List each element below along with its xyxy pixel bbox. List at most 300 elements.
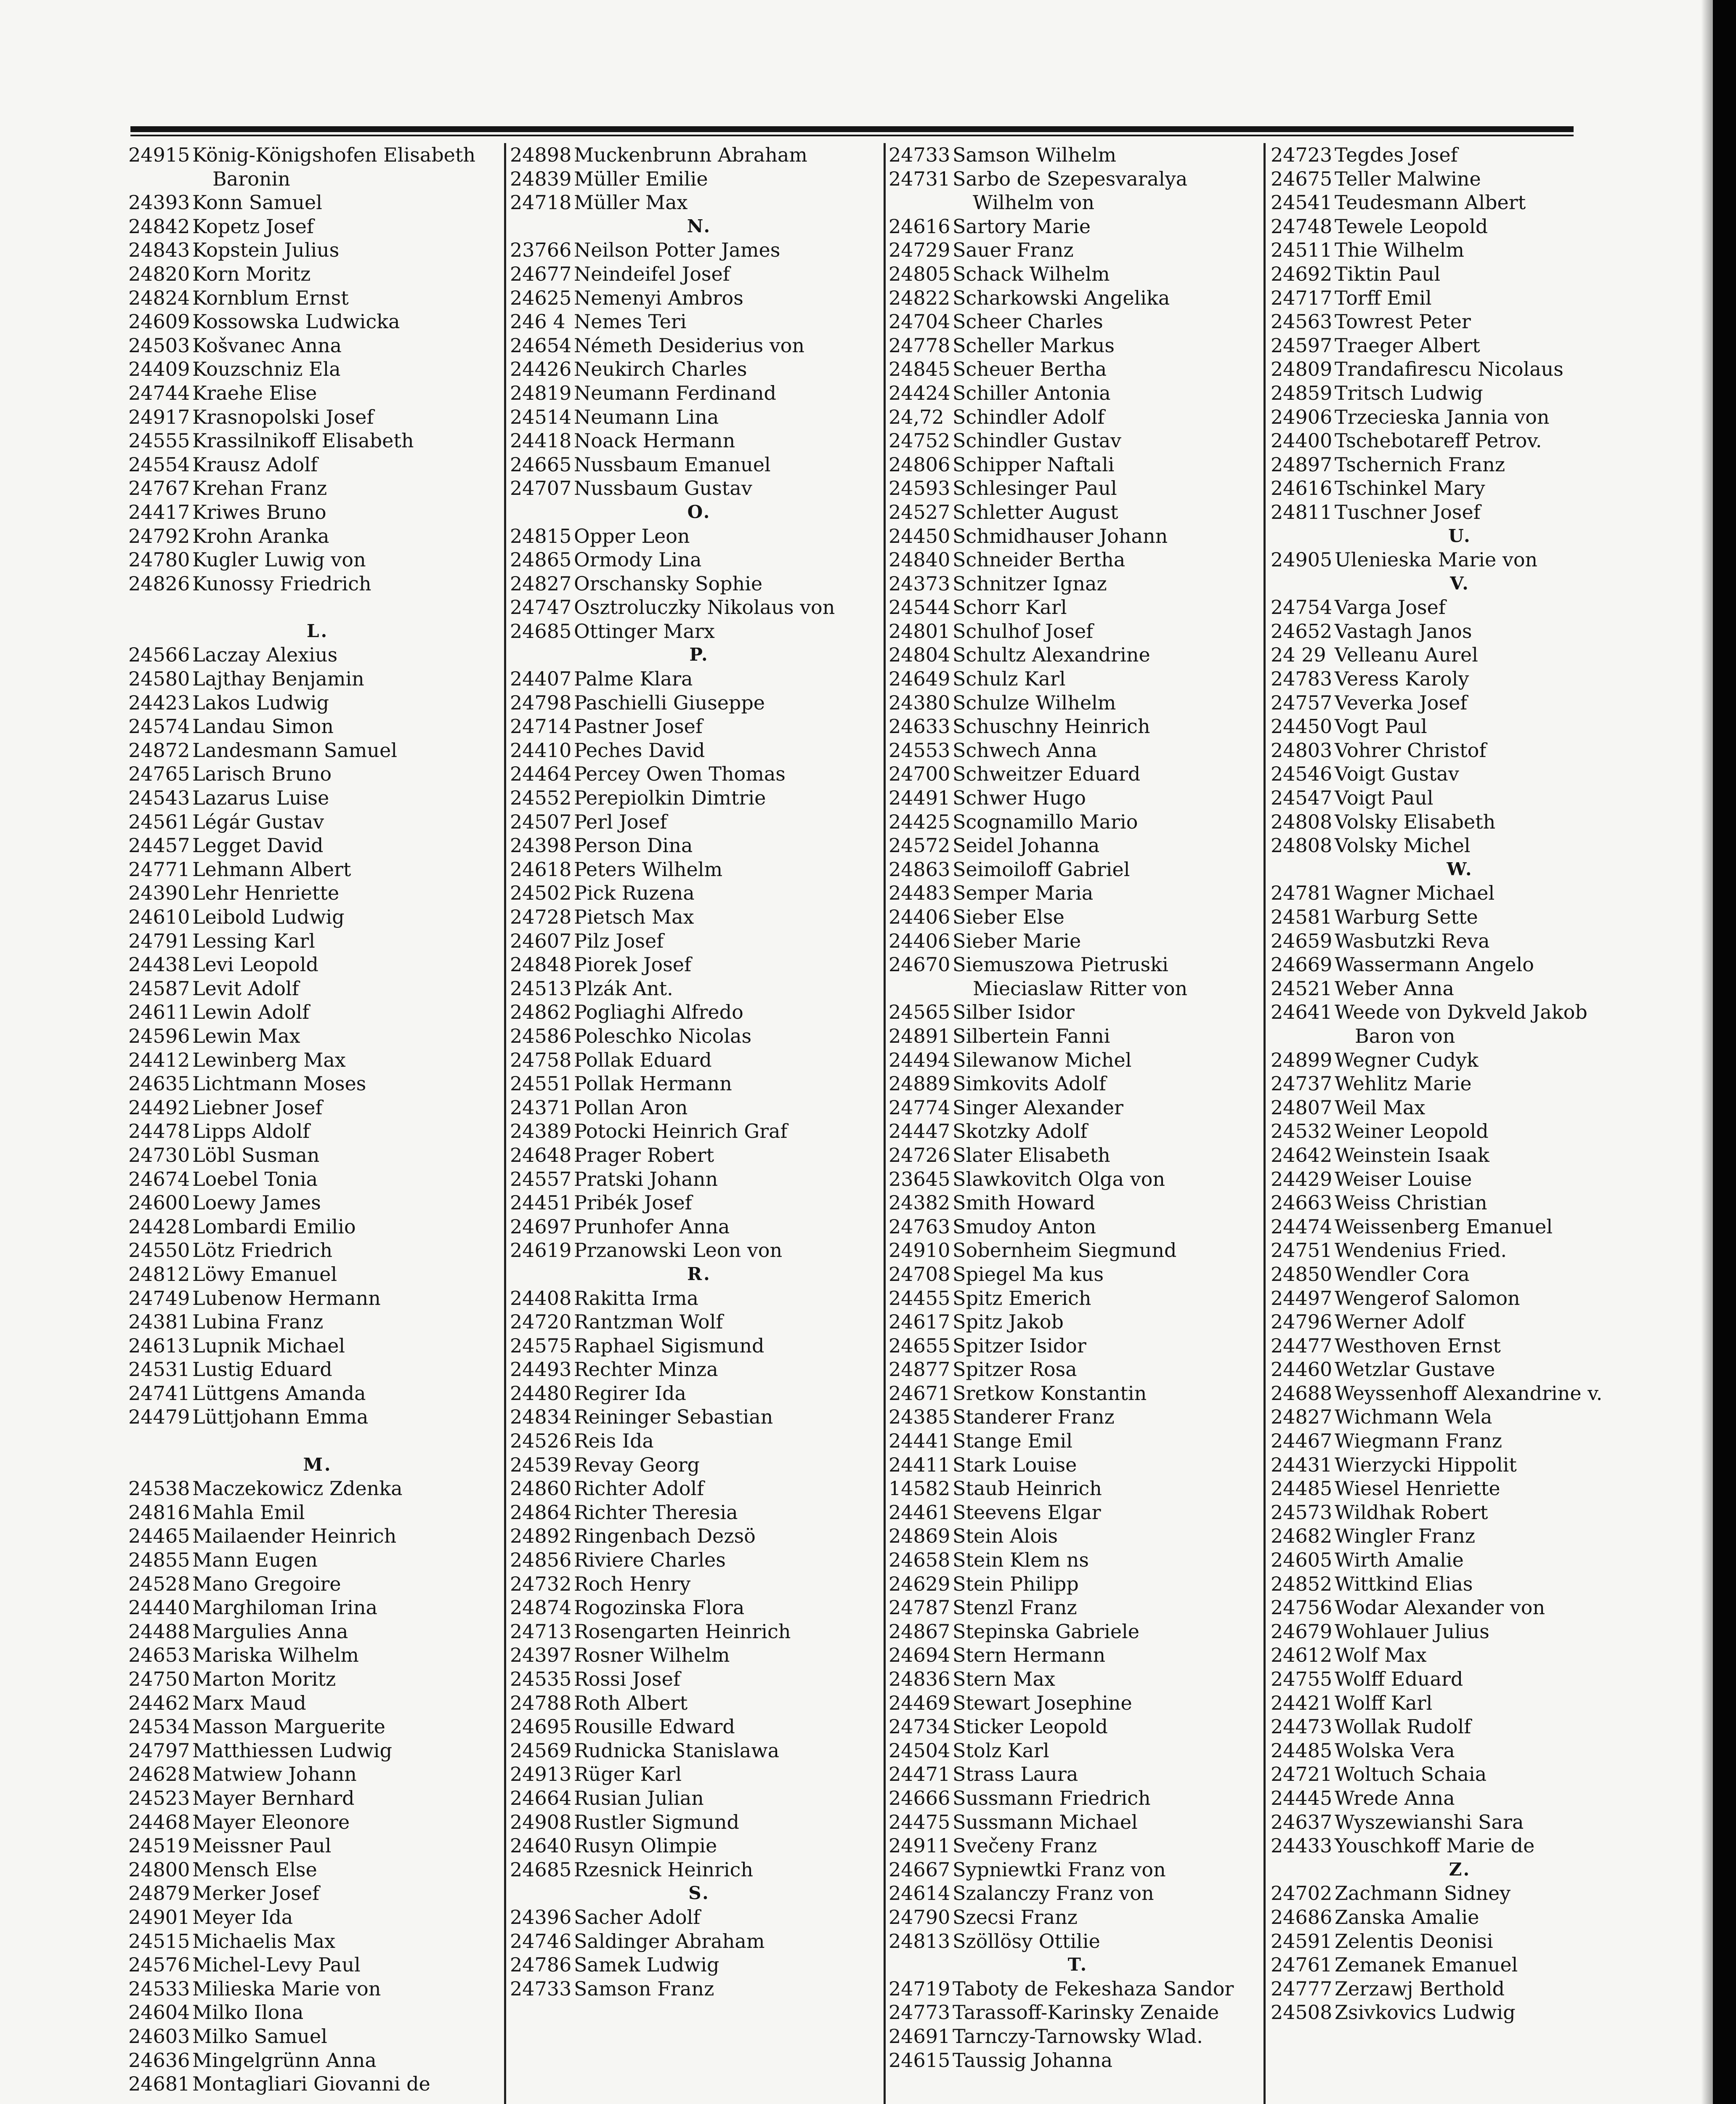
list-item: [889, 858, 1267, 882]
list-item: [889, 1286, 1267, 1310]
list-item: [128, 143, 507, 167]
list-item: [889, 1524, 1267, 1548]
entry-name: Nussbaum Gustav: [574, 477, 752, 500]
entry-name: Samson Wilhelm: [953, 143, 1117, 166]
entry-name: Stern Max: [953, 1668, 1055, 1690]
entry-name: Tschernich Franz: [1335, 453, 1505, 476]
entry-number: 24707: [510, 477, 572, 500]
entry-number: 24908: [510, 1810, 572, 1833]
entry-number: 24786: [510, 1953, 572, 1976]
entry-number: 24807: [1271, 1096, 1333, 1119]
list-item: [1271, 595, 1649, 619]
entry-number: 24797: [128, 1739, 190, 1762]
entry-number: 24686: [1271, 1905, 1333, 1929]
entry-name: Sauer Franz: [953, 239, 1074, 262]
list-item: [1271, 1048, 1649, 1072]
list-item: [510, 357, 889, 381]
list-item: [1271, 1310, 1649, 1334]
entry-name: Weiss Christian: [1335, 1191, 1487, 1214]
list-item: [128, 810, 507, 834]
list-item: [128, 1310, 507, 1334]
list-item: [1271, 1096, 1649, 1120]
entry-number: 24788: [510, 1691, 572, 1714]
entry-name: Wasbutzki Reva: [1335, 929, 1490, 952]
entry-number: 24892: [510, 1525, 572, 1548]
entry-name: Levit Adolf: [192, 977, 299, 1000]
entry-number: 24708: [889, 1262, 950, 1286]
entry-name: Teudesmann Albert: [1335, 191, 1526, 214]
entry-name: Rogozinska Flora: [574, 1596, 745, 1619]
entry-name: Montagliari Giovanni de: [192, 2072, 430, 2096]
entry-name: Weiser Louise: [1335, 1167, 1472, 1190]
entry-number: 24551: [510, 1072, 572, 1095]
entry-name: Neilson Potter James: [574, 239, 780, 262]
list-item: [1271, 667, 1649, 691]
entry-number: 24407: [510, 667, 572, 691]
list-item: [889, 1739, 1267, 1763]
list-item: [510, 548, 889, 572]
list-item: [510, 1667, 889, 1691]
entry-name: Schulhof Josef: [953, 619, 1094, 643]
entry-name: Tschinkel Mary: [1335, 477, 1485, 500]
entry-number: 24805: [889, 262, 950, 285]
list-item: [889, 2048, 1267, 2072]
entry-number: 24721: [1271, 1763, 1333, 1786]
entry-name: Tuschner Josef: [1335, 500, 1481, 523]
entry-number: 24604: [128, 2001, 190, 2024]
entry-number: 24553: [889, 739, 950, 762]
entry-name: Wiesel Henriette: [1335, 1477, 1500, 1500]
entry-name: Lakos Ludwig: [192, 691, 329, 714]
entry-number: 24541: [1271, 191, 1333, 214]
entry-number: 24761: [1271, 1953, 1333, 1976]
list-item: [510, 476, 889, 500]
entry-name: Richter Theresia: [574, 1501, 738, 1524]
entry-number: 24694: [889, 1644, 950, 1667]
entry-number: 24752: [889, 429, 950, 452]
entry-name: Weinstein Isaak: [1335, 1143, 1489, 1166]
list-item: [889, 786, 1267, 810]
list-item: [889, 453, 1267, 477]
list-item: [1271, 619, 1649, 643]
entry-number: 24856: [510, 1549, 572, 1572]
entry-name: Schulz Karl: [953, 667, 1066, 691]
list-item: [889, 238, 1267, 262]
list-item: [1271, 1548, 1649, 1572]
entry-number: 24754: [1271, 596, 1333, 619]
entry-number: 24535: [510, 1668, 572, 1690]
entry-name: Prager Robert: [574, 1143, 714, 1166]
list-item: [510, 619, 889, 643]
entry-name: Veverka Josef: [1335, 691, 1468, 714]
entry-number: 24426: [510, 358, 572, 381]
entry-name: Korn Moritz: [192, 262, 311, 285]
entry-name: Pietsch Max: [574, 906, 694, 928]
list-item: [510, 1905, 889, 1929]
entry-name: Lichtmann Moses: [192, 1072, 366, 1095]
entry-number: 24665: [510, 453, 572, 476]
entry-name: Levi Leopold: [192, 953, 319, 976]
entry-name: Rosner Wilhelm: [574, 1644, 730, 1667]
entry-name: Sieber Else: [953, 906, 1064, 928]
entry-name: Raphael Sigismund: [574, 1334, 764, 1357]
entry-name: Wolff Karl: [1335, 1691, 1433, 1714]
entry-number: 24445: [1271, 1786, 1333, 1809]
entry-number: 24913: [510, 1763, 572, 1786]
entry-number: 24573: [1271, 1501, 1333, 1524]
entry-number: 24513: [510, 977, 572, 1000]
entry-name: Wendenius Fried.: [1335, 1239, 1507, 1262]
entry-name: Svečeny Franz: [953, 1834, 1097, 1857]
entry-number: 24891: [889, 1024, 950, 1047]
entry-name: Landesmann Samuel: [192, 739, 397, 762]
list-item: [889, 476, 1267, 500]
entry-name: Tritsch Ludwig: [1335, 381, 1483, 404]
entry-number: 24575: [510, 1334, 572, 1357]
entry-name: Veress Karoly: [1335, 667, 1469, 691]
entry-number: 24532: [1271, 1120, 1333, 1143]
entry-name: Kossowska Ludwicka: [192, 310, 400, 333]
entry-number: 24808: [1271, 834, 1333, 857]
entry-number: 24910: [889, 1239, 950, 1262]
list-item: [128, 1048, 507, 1072]
list-item: [889, 1310, 1267, 1334]
entry-number: 24521: [1271, 977, 1333, 1000]
entry-number: 24879: [128, 1882, 190, 1905]
entry-number: 24663: [1271, 1191, 1333, 1214]
entry-number: 24811: [1271, 500, 1333, 523]
entry-number: 24450: [889, 524, 950, 547]
entry-name: Werner Adolf: [1335, 1310, 1465, 1334]
section-letter-heading: U.: [1448, 525, 1472, 546]
list-item: [510, 1238, 889, 1262]
list-item: [510, 453, 889, 477]
entry-number: 24695: [510, 1715, 572, 1738]
entry-name: Szalanczy Franz von: [953, 1882, 1154, 1905]
entry-name: Pribék Josef: [574, 1191, 692, 1214]
entry-number: 24397: [510, 1644, 572, 1667]
entry-number: 24494: [889, 1048, 950, 1071]
entry-number: 24563: [1271, 310, 1333, 333]
list-item: [128, 1358, 507, 1381]
entry-number: 24586: [510, 1024, 572, 1047]
entry-name: Stepinska Gabriele: [953, 1620, 1140, 1643]
entry-number: 24855: [128, 1549, 190, 1572]
entry-name: Milieska Marie von: [192, 1977, 381, 2000]
list-item: [889, 1119, 1267, 1143]
entry-number: 24783: [1271, 667, 1333, 691]
entry-number: 24669: [1271, 953, 1333, 976]
entry-number: 24840: [889, 548, 950, 571]
list-item: [128, 215, 507, 239]
list-item: [510, 310, 889, 334]
entry-number: 24655: [889, 1334, 950, 1357]
entry-name: Lehmann Albert: [192, 858, 351, 881]
entry-name: Sretkow Konstantin: [953, 1381, 1147, 1405]
entry-number: 24834: [510, 1405, 572, 1429]
entry-name: Trandafirescu Nicolaus: [1335, 358, 1563, 381]
list-item: [510, 1048, 889, 1072]
entry-number: 24729: [889, 239, 950, 262]
entry-name: Loewy James: [192, 1191, 321, 1214]
entry-name: Krausz Adolf: [192, 453, 318, 476]
entry-name: Velleanu Aurel: [1335, 643, 1478, 667]
entry-number: 24633: [889, 715, 950, 738]
entry-name: Laczay Alexius: [192, 643, 338, 667]
list-item: [889, 667, 1267, 691]
entry-number: 24867: [889, 1620, 950, 1643]
entry-number: 24428: [128, 1215, 190, 1238]
entry-name: Wrede Anna: [1335, 1786, 1455, 1809]
list-item: [889, 739, 1267, 762]
entry-number: 24700: [889, 762, 950, 786]
entry-number: 24681: [128, 2072, 190, 2096]
entry-name: Stein Klem ns: [953, 1549, 1089, 1572]
list-item: [510, 977, 889, 1001]
section-letter-heading: Z.: [1449, 1859, 1471, 1880]
entry-name: Löbl Susman: [192, 1143, 320, 1166]
entry-name: Wittkind Elias: [1335, 1572, 1473, 1595]
list-item: [889, 310, 1267, 334]
entry-number: 24569: [510, 1739, 572, 1762]
list-item: [128, 1072, 507, 1096]
list-item: [128, 1620, 507, 1644]
entry-name: Wolska Vera: [1335, 1739, 1455, 1762]
entry-name: Mingelgrünn Anna: [192, 2048, 377, 2072]
list-item: [889, 1096, 1267, 1120]
list-item: [510, 1072, 889, 1096]
entry-name: Németh Desiderius von: [574, 334, 805, 357]
entry-name: Krohn Aranka: [192, 524, 329, 547]
entry-name: Spitzer Rosa: [953, 1358, 1077, 1381]
entry-name: Loebel Tonia: [192, 1167, 318, 1190]
list-item: [889, 143, 1267, 167]
entry-name: Smudoy Anton: [953, 1215, 1096, 1238]
entry-number: 24812: [128, 1262, 190, 1286]
list-item: [889, 1000, 1267, 1024]
entry-name: Neumann Ferdinand: [574, 381, 776, 404]
entry-number: 24803: [1271, 739, 1333, 762]
list-item: [128, 1334, 507, 1358]
column-divider: [504, 143, 506, 2104]
entry-name: Milko Ilona: [192, 2001, 304, 2024]
entry-name: Staub Heinrich: [953, 1477, 1102, 1500]
list-item: [1271, 1191, 1649, 1215]
list-item: [889, 1929, 1267, 1953]
entry-name: Stein Philipp: [953, 1572, 1079, 1595]
entry-name: Legget David: [192, 834, 324, 857]
entry-number: 24790: [889, 1905, 950, 1929]
entry-number: 24731: [889, 167, 950, 190]
top-rule-thin: [130, 135, 1574, 136]
entry-name: Schindler Gustav: [953, 429, 1122, 452]
entry-name: Pogliaghi Alfredo: [574, 1001, 743, 1024]
entry-name: Mayer Bernhard: [192, 1786, 355, 1809]
list-item: [889, 1905, 1267, 1929]
entry-number: 24526: [510, 1429, 572, 1453]
entry-name: Stark Louise: [953, 1453, 1077, 1476]
entry-name: Nemenyi Ambros: [574, 286, 743, 309]
section-letter-heading: P.: [689, 644, 709, 665]
list-item: [889, 1548, 1267, 1572]
entry-number: 24741: [128, 1381, 190, 1405]
list-item: [128, 191, 507, 215]
entry-number: 24692: [1271, 262, 1333, 285]
list-item: [510, 286, 889, 310]
list-item: [1271, 739, 1649, 762]
entry-number: 24616: [1271, 477, 1333, 500]
entry-number: 24637: [1271, 1810, 1333, 1833]
list-item: [1271, 1691, 1649, 1715]
list-item: [889, 1501, 1267, 1525]
list-item: [1271, 1739, 1649, 1763]
entry-name: Mailaender Heinrich: [192, 1525, 397, 1548]
entry-number: 24380: [889, 691, 950, 714]
entry-number: 24679: [1271, 1620, 1333, 1643]
entry-number: 24863: [889, 858, 950, 881]
entry-number: 24636: [128, 2048, 190, 2072]
list-item: [510, 1548, 889, 1572]
entry-name: Tarassoff-Karinsky Zenaide: [953, 2001, 1219, 2024]
list-item: [1271, 1881, 1649, 1905]
list-item: [128, 762, 507, 786]
entry-number: 24613: [128, 1334, 190, 1357]
entry-number: 24749: [128, 1286, 190, 1310]
entry-name: Sartory Marie: [953, 215, 1091, 238]
list-item: [1271, 2000, 1649, 2024]
entry-number: 24640: [510, 1834, 572, 1857]
list-item: [889, 1786, 1267, 1810]
list-item: [889, 1334, 1267, 1358]
entry-number: 24798: [510, 691, 572, 714]
entry-name: Nemes Teri: [574, 310, 687, 333]
entry-name: Tschebotareff Petrov.: [1335, 429, 1542, 452]
list-item: [128, 476, 507, 500]
entry-number: 24544: [889, 596, 950, 619]
entry-number: 24 29: [1271, 643, 1326, 667]
list-item: [510, 762, 889, 786]
entry-name: Scharkowski Angelika: [953, 286, 1170, 309]
entry-name: Regirer Ida: [574, 1381, 686, 1405]
list-item: [1271, 905, 1649, 929]
list-item: [510, 1762, 889, 1786]
list-item: [128, 1381, 507, 1405]
list-item: [510, 1286, 889, 1310]
list-item: [1271, 810, 1649, 834]
list-item: [128, 1643, 507, 1667]
entry-number: 24566: [128, 643, 190, 667]
entry-name: Liebner Josef: [192, 1096, 323, 1119]
entry-number: 24897: [1271, 453, 1333, 476]
list-item: [1271, 286, 1649, 310]
list-item: [128, 524, 507, 548]
entry-number: 24635: [128, 1072, 190, 1095]
column-4: [1271, 143, 1649, 2024]
spacer: [128, 1429, 507, 1453]
entry-number: 24557: [510, 1167, 572, 1190]
entry-number: 24447: [889, 1120, 950, 1143]
entry-number: 24763: [889, 1215, 950, 1238]
entry-name: Ormody Lina: [574, 548, 702, 571]
list-item: [1271, 453, 1649, 477]
spacer: [128, 595, 507, 619]
entry-number: 24865: [510, 548, 572, 571]
entry-number: 24433: [1271, 1834, 1333, 1857]
entry-number: 24652: [1271, 619, 1333, 643]
entry-number: 24781: [1271, 882, 1333, 905]
entry-continuation: Baron von: [1355, 1024, 1455, 1047]
entry-name: Stange Emil: [953, 1429, 1072, 1453]
entry-name: Meissner Paul: [192, 1834, 332, 1857]
list-item: [128, 858, 507, 882]
list-item: [128, 1905, 507, 1929]
entry-name: Tarnczy-Tarnowsky Wlad.: [953, 2024, 1203, 2048]
entry-name: Noack Hermann: [574, 429, 735, 452]
entry-name: Scheer Charles: [953, 310, 1103, 333]
list-item: [510, 1405, 889, 1429]
entry-number: 24393: [128, 191, 190, 214]
list-item: [1271, 262, 1649, 286]
list-item: [1271, 977, 1649, 1001]
entry-number: 24468: [128, 1810, 190, 1833]
list-item: [128, 667, 507, 691]
entry-number: 24408: [510, 1286, 572, 1310]
entry-number: 24615: [889, 2048, 950, 2072]
list-item: [128, 2024, 507, 2048]
entry-number: 24839: [510, 167, 572, 190]
entry-name: Semper Maria: [953, 882, 1094, 905]
entry-number: 24842: [128, 215, 190, 238]
entry-number: 24390: [128, 882, 190, 905]
entry-name: Vogt Paul: [1335, 715, 1427, 738]
entry-number: 24612: [1271, 1644, 1333, 1667]
entry-name: Perl Josef: [574, 810, 667, 833]
entry-name: Lipps Aldolf: [192, 1120, 310, 1143]
list-item: [510, 739, 889, 762]
entry-name: Margulies Anna: [192, 1620, 348, 1643]
list-item: [1271, 381, 1649, 405]
entry-name: Smith Howard: [953, 1191, 1095, 1214]
entry-number: 24555: [128, 429, 190, 452]
entry-name: Ottinger Marx: [574, 619, 715, 643]
list-item: [889, 357, 1267, 381]
entry-name: Scheller Markus: [953, 334, 1115, 357]
list-item: [889, 1667, 1267, 1691]
entry-name: Palme Klara: [574, 667, 693, 691]
list-item: [1271, 357, 1649, 381]
list-item: [889, 1643, 1267, 1667]
entry-name: Steevens Elgar: [953, 1501, 1101, 1524]
list-item: [510, 1715, 889, 1739]
section-letter-heading: T.: [1067, 1954, 1088, 1975]
list-item: [889, 715, 1267, 739]
entry-name: Weiner Leopold: [1335, 1120, 1489, 1143]
list-item: [128, 1238, 507, 1262]
entry-number: 24911: [889, 1834, 950, 1857]
list-item: [889, 429, 1267, 453]
entry-name: Rantzman Wolf: [574, 1310, 723, 1334]
entry-name: Nussbaum Emanuel: [574, 453, 771, 476]
entry-number: 24816: [128, 1501, 190, 1524]
entry-number: 24455: [889, 1286, 950, 1310]
entry-name: Sussmann Friedrich: [953, 1786, 1151, 1809]
list-item: [1271, 1524, 1649, 1548]
entry-number: 24550: [128, 1239, 190, 1262]
list-item: [128, 453, 507, 477]
entry-number: 24574: [128, 715, 190, 738]
entry-name: Scognamillo Mario: [953, 810, 1138, 833]
entry-number: 24478: [128, 1120, 190, 1143]
